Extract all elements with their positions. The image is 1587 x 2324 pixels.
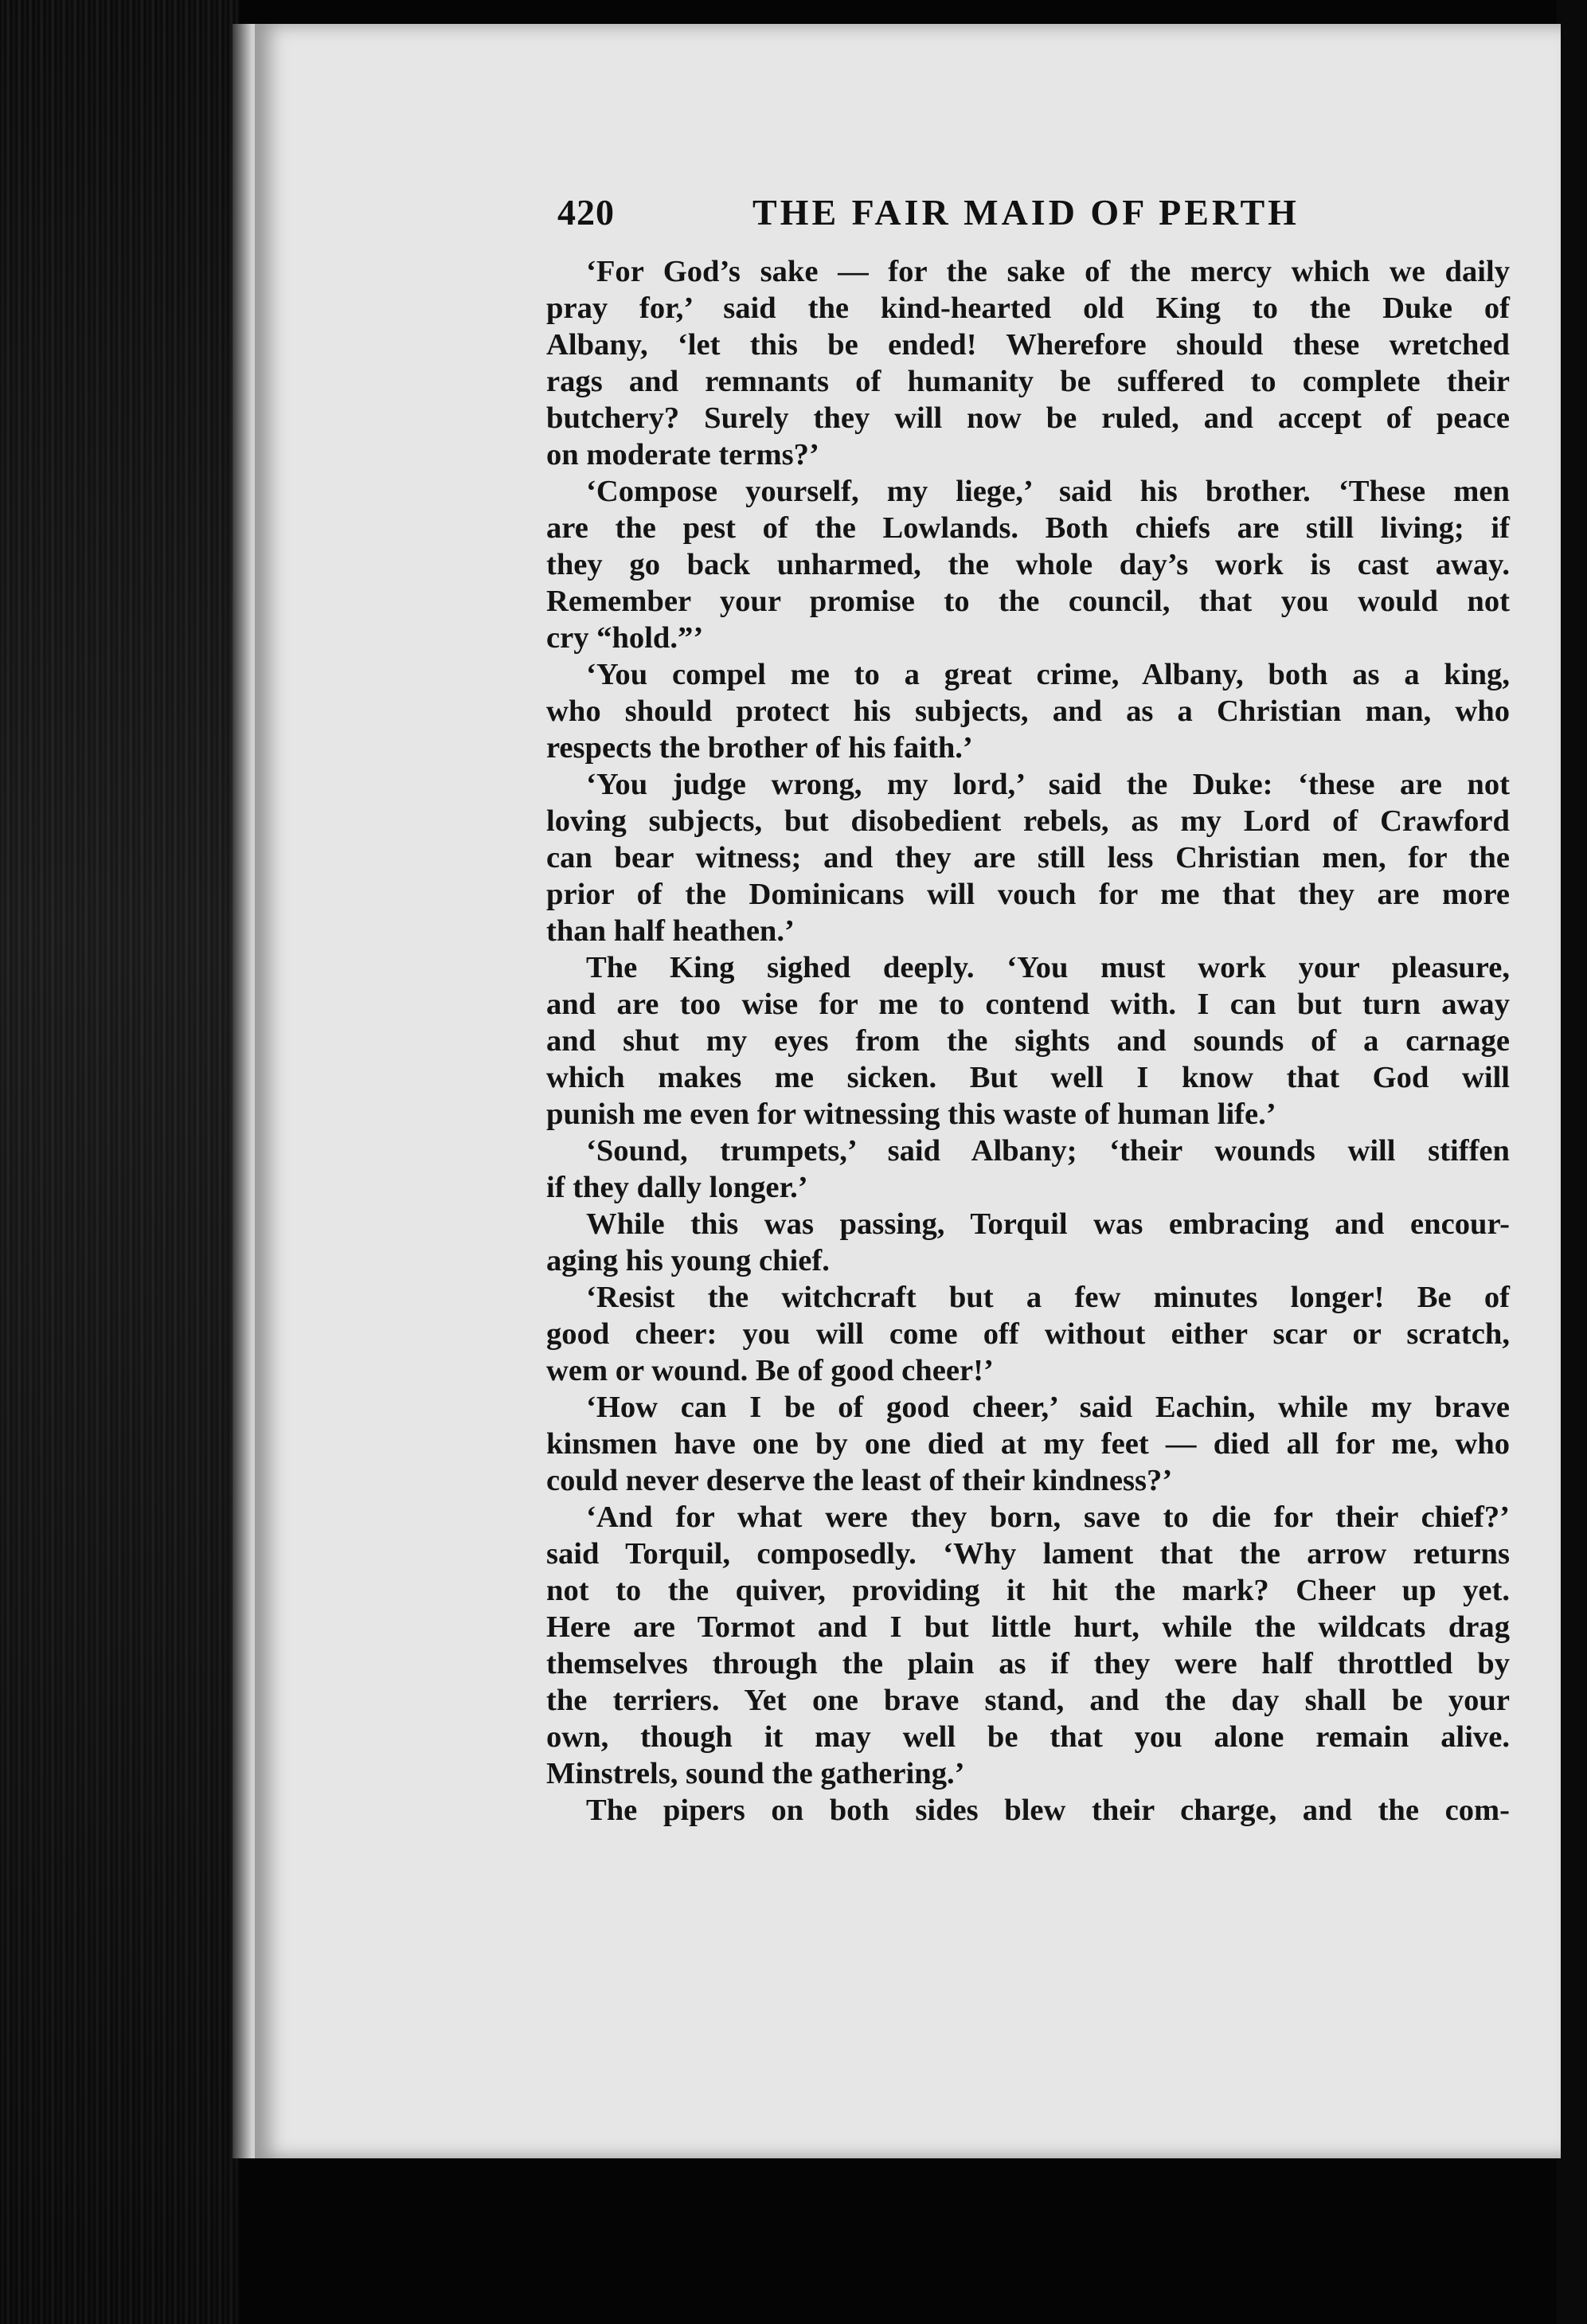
text-line: who should protect his subjects, and as a Christian man, who: [546, 694, 1510, 728]
text-line: Albany, ‘let this be ended! Wherefore should these wretched: [546, 328, 1510, 362]
text-line: butchery? Surely they will now be ruled, and accept of peace: [546, 401, 1510, 435]
page-number: 420: [557, 192, 615, 233]
text-line: pray for,’ said the kind-hearted old King to the Duke of: [546, 291, 1510, 325]
text-line: loving subjects, but disobedient rebels, as my Lord of Crawford: [546, 804, 1510, 838]
text-line: which makes me sicken. But well I know that God will: [546, 1061, 1510, 1094]
text-line: respects the brother of his faith.’: [546, 731, 973, 765]
text-line: aging his young chief.: [546, 1244, 830, 1277]
text-line: than half heathen.’: [546, 914, 795, 948]
running-title: THE FAIR MAID OF PERTH: [752, 192, 1300, 233]
text-line: can bear witness; and they are still less Christian men, for the: [546, 841, 1510, 874]
text-line: Remember your promise to the council, that you would not: [546, 585, 1510, 618]
text-line: ‘Sound, trumpets,’ said Albany; ‘their wounds will stiffen: [586, 1134, 1510, 1168]
text-line: own, though it may well be that you alone remain alive.: [546, 1720, 1510, 1754]
text-line: said Torquil, composedly. ‘Why lament that the arrow returns: [546, 1537, 1510, 1571]
text-line: While this was passing, Torquil was embracing and encour-: [586, 1207, 1510, 1241]
text-line: kinsmen have one by one died at my feet — died all for me, who: [546, 1427, 1510, 1461]
text-line: if they dally longer.’: [546, 1171, 808, 1204]
text-line: not to the quiver, providing it hit the mark? Cheer up yet.: [546, 1574, 1510, 1607]
text-line: wem or wound. Be of good cheer!’: [546, 1354, 994, 1387]
text-line: good cheer: you will come off without either scar or scratch,: [546, 1317, 1510, 1351]
text-line: rags and remnants of humanity be suffered to complete their: [546, 365, 1510, 398]
text-line: The pipers on both sides blew their charge, and the com-: [586, 1794, 1510, 1827]
text-line: Here are Tormot and I but little hurt, while the wildcats drag: [546, 1610, 1510, 1644]
text-line: are the pest of the Lowlands. Both chiefs are still living; if: [546, 511, 1510, 545]
text-line: Minstrels, sound the gathering.’: [546, 1757, 965, 1790]
text-line: ‘And for what were they born, save to die for their chief?’: [586, 1500, 1510, 1534]
text-line: ‘You judge wrong, my lord,’ said the Duke: ‘these are not: [586, 768, 1510, 801]
text-line: prior of the Dominicans will vouch for me that they are more: [546, 878, 1510, 911]
text-line: ‘For God’s sake — for the sake of the mercy which we daily: [586, 255, 1510, 288]
text-line: the terriers. Yet one brave stand, and the day shall be your: [546, 1684, 1510, 1717]
text-line: and are too wise for me to contend with. I can but turn away: [546, 988, 1510, 1021]
text-line: ‘Compose yourself, my liege,’ said his brother. ‘These men: [586, 475, 1510, 508]
text-line: punish me even for witnessing this waste of human life.’: [546, 1097, 1276, 1131]
body-text: [546, 253, 1510, 1829]
text-line: cry “hold.”’: [546, 621, 704, 655]
text-line: and shut my eyes from the sights and sounds of a carnage: [546, 1024, 1510, 1058]
page-header: [557, 191, 1354, 247]
text-line: themselves through the plain as if they were half throttled by: [546, 1647, 1510, 1680]
text-line: ‘You compel me to a great crime, Albany, both as a king,: [586, 658, 1510, 691]
text-line: ‘How can I be of good cheer,’ said Eachin, while my brave: [586, 1391, 1510, 1424]
text-line: on moderate terms?’: [546, 438, 819, 471]
book-binding: [0, 0, 239, 2324]
text-line: The King sighed deeply. ‘You must work your pleasure,: [586, 951, 1510, 984]
scan-border: [1557, 0, 1587, 2324]
text-line: ‘Resist the witchcraft but a few minutes longer! Be of: [586, 1281, 1510, 1314]
text-line: could never deserve the least of their kindness?’: [546, 1464, 1173, 1497]
text-line: they go back unharmed, the whole day’s work is cast away.: [546, 548, 1510, 581]
